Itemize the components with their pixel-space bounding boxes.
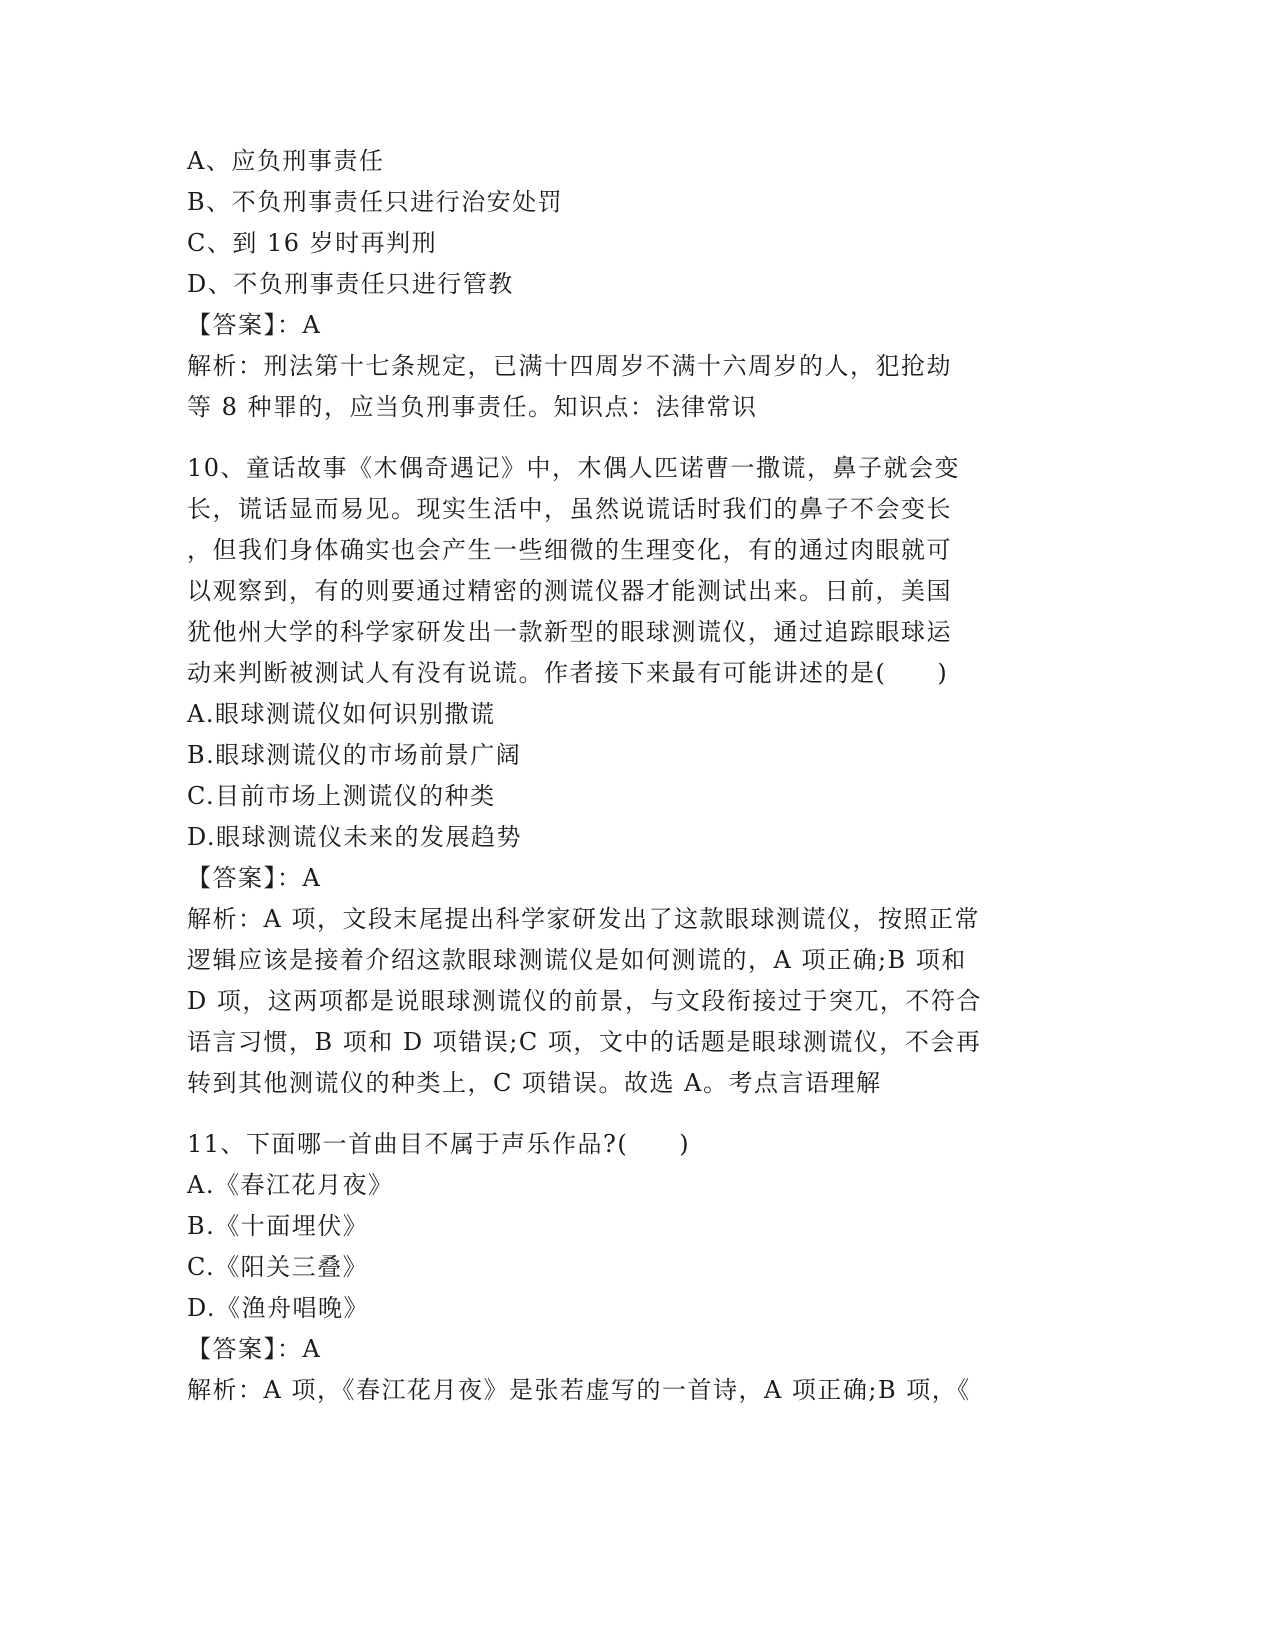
q10-analysis-line: 转到其他测谎仪的种类上，C 项错误。故选 A。考点言语理解 xyxy=(187,1069,882,1097)
q9-analysis-line: 解析：刑法第十七条规定，已满十四周岁不满十六周岁的人，犯抢劫 xyxy=(187,352,952,380)
q10-analysis-line: D 项，这两项都是说眼球测谎仪的前景，与文段衔接过于突兀，不符合 xyxy=(187,987,982,1015)
q10-analysis-line: 解析：A 项，文段末尾提出科学家研发出了这款眼球测谎仪，按照正常 xyxy=(187,905,980,933)
q9-option-a: A、应负刑事责任 xyxy=(187,147,385,175)
q10-question-line: 长，谎话显而易见。现实生活中，虽然说谎话时我们的鼻子不会变长 xyxy=(187,495,952,523)
q10-option-d: D.眼球测谎仪未来的发展趋势 xyxy=(187,823,523,851)
q10-option-b: B.眼球测谎仪的市场前景广阔 xyxy=(187,741,522,769)
q10-answer: 【答案】：A xyxy=(187,864,322,892)
q10-question-line: ，但我们身体确实也会产生一些细微的生理变化，有的通过肉眼就可 xyxy=(187,536,952,564)
q10-question-line: 以观察到，有的则要通过精密的测谎仪器才能测试出来。日前，美国 xyxy=(187,577,952,605)
q11-question: 11、下面哪一首曲目不属于声乐作品?( ) xyxy=(187,1130,691,1158)
q10-option-c: C.目前市场上测谎仪的种类 xyxy=(187,782,496,810)
q9-option-d: D、不负刑事责任只进行管教 xyxy=(187,270,514,298)
q9-answer: 【答案】：A xyxy=(187,311,322,339)
q11-answer: 【答案】：A xyxy=(187,1335,322,1363)
q11-option-c: C.《阳关三叠》 xyxy=(187,1253,369,1281)
q11-analysis-line: 解析：A 项，《春江花月夜》是张若虚写的一首诗，A 项正确;B 项，《 xyxy=(187,1376,971,1404)
q11-option-d: D.《渔舟唱晚》 xyxy=(187,1294,370,1322)
q11-option-a: A.《春江花月夜》 xyxy=(187,1171,394,1199)
q10-analysis-line: 逻辑应该是接着介绍这款眼球测谎仪是如何测谎的，A 项正确;B 项和 xyxy=(187,946,967,974)
q9-option-c: C、到 16 岁时再判刑 xyxy=(187,229,438,257)
q9-analysis-line: 等 8 种罪的，应当负刑事责任。知识点：法律常识 xyxy=(187,393,758,421)
q10-analysis-line: 语言习惯，B 项和 D 项错误;C 项，文中的话题是眼球测谎仪，不会再 xyxy=(187,1028,982,1056)
q10-question-line: 动来判断被测试人有没有说谎。作者接下来最有可能讲述的是( ) xyxy=(187,659,949,687)
q10-option-a: A.眼球测谎仪如何识别撒谎 xyxy=(187,700,496,728)
q10-question-line: 10、童话故事《木偶奇遇记》中，木偶人匹诺曹一撒谎，鼻子就会变 xyxy=(187,454,961,482)
q9-option-b: B、不负刑事责任只进行治安处罚 xyxy=(187,188,564,216)
q10-question-line: 犹他州大学的科学家研发出一款新型的眼球测谎仪，通过追踪眼球运 xyxy=(187,618,952,646)
q11-option-b: B.《十面埋伏》 xyxy=(187,1212,369,1240)
